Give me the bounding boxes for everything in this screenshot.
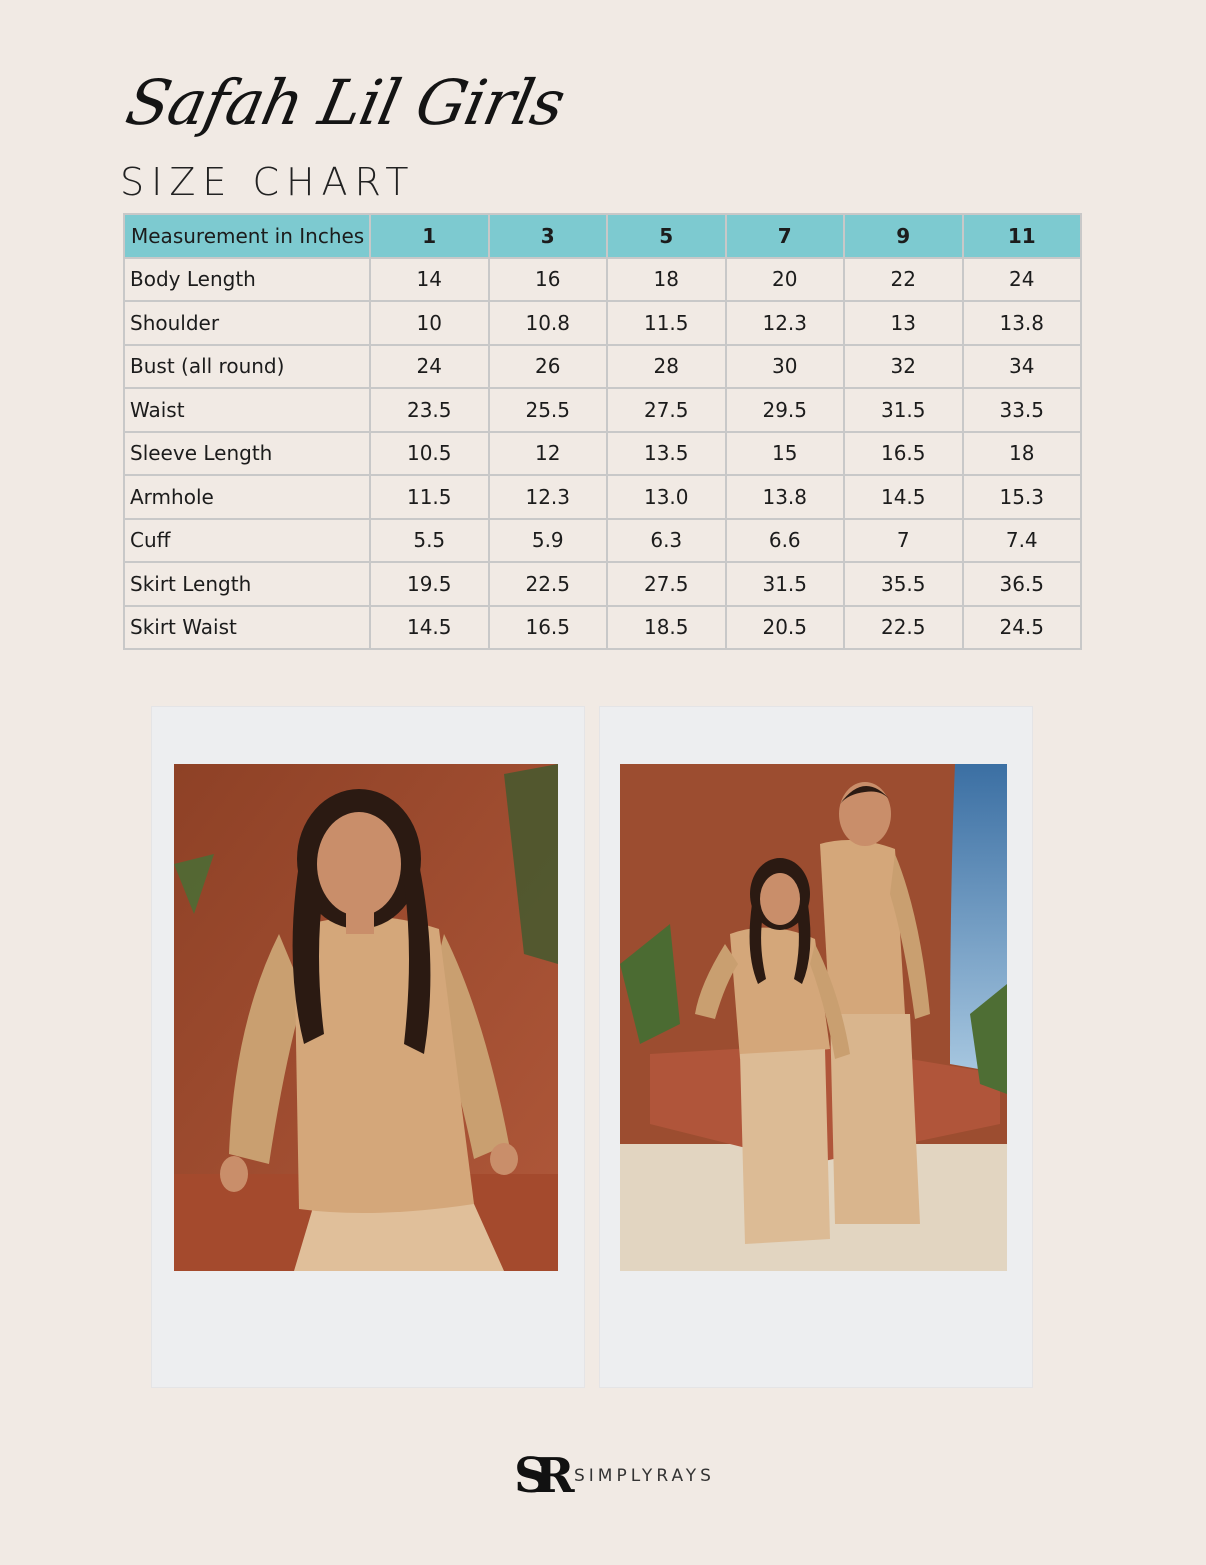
table-header-row xyxy=(124,214,1081,258)
table-cell: 15.3 xyxy=(963,475,1082,519)
table-cell: 14.5 xyxy=(370,606,489,650)
table-cell: 5.9 xyxy=(489,519,608,563)
collection-title: Safah Lil Girls xyxy=(120,66,571,139)
table-row xyxy=(124,301,1081,345)
table-cell: 18 xyxy=(963,432,1082,476)
table-cell: 12.3 xyxy=(726,301,845,345)
table-row xyxy=(124,258,1081,302)
table-cell: 36.5 xyxy=(963,562,1082,606)
table-cell: 20 xyxy=(726,258,845,302)
table-cell: 16.5 xyxy=(489,606,608,650)
table-cell: 29.5 xyxy=(726,388,845,432)
table-cell: 10.5 xyxy=(370,432,489,476)
table-cell: 10.8 xyxy=(489,301,608,345)
girl-photo-illustration xyxy=(174,764,558,1271)
table-cell: 24.5 xyxy=(963,606,1082,650)
table-cell: 7.4 xyxy=(963,519,1082,563)
row-label: Cuff xyxy=(124,519,370,563)
table-cell: 31.5 xyxy=(726,562,845,606)
table-cell: 11.5 xyxy=(370,475,489,519)
table-cell: 35.5 xyxy=(844,562,963,606)
table-cell: 15 xyxy=(726,432,845,476)
size-header-9: 9 xyxy=(844,214,963,258)
table-cell: 13.0 xyxy=(607,475,726,519)
table-cell: 11.5 xyxy=(607,301,726,345)
table-cell: 18 xyxy=(607,258,726,302)
table-cell: 16 xyxy=(489,258,608,302)
row-label: Armhole xyxy=(124,475,370,519)
row-label: Bust (all round) xyxy=(124,345,370,389)
table-row xyxy=(124,562,1081,606)
table-row xyxy=(124,606,1081,650)
table-cell: 14.5 xyxy=(844,475,963,519)
table-cell: 6.3 xyxy=(607,519,726,563)
table-cell: 7 xyxy=(844,519,963,563)
photo-frame-right xyxy=(600,707,1032,1387)
table-cell: 23.5 xyxy=(370,388,489,432)
size-header-3: 3 xyxy=(489,214,608,258)
table-cell: 19.5 xyxy=(370,562,489,606)
table-cell: 13.5 xyxy=(607,432,726,476)
table-cell: 13.8 xyxy=(726,475,845,519)
table-cell: 10 xyxy=(370,301,489,345)
brand-logo xyxy=(514,1448,715,1504)
table-row xyxy=(124,388,1081,432)
mother-daughter-photo xyxy=(620,764,1007,1271)
table-cell: 6.6 xyxy=(726,519,845,563)
table-cell: 18.5 xyxy=(607,606,726,650)
row-label: Skirt Waist xyxy=(124,606,370,650)
row-label: Waist xyxy=(124,388,370,432)
table-cell: 22.5 xyxy=(844,606,963,650)
row-label: Shoulder xyxy=(124,301,370,345)
table-cell: 22 xyxy=(844,258,963,302)
brand-monogram: SR xyxy=(514,1448,561,1504)
table-cell: 32 xyxy=(844,345,963,389)
corner-header: Measurement in Inches xyxy=(124,214,370,258)
table-cell: 34 xyxy=(963,345,1082,389)
brand-name: SIMPLYRAYS xyxy=(574,1466,715,1486)
table-cell: 27.5 xyxy=(607,388,726,432)
mother-daughter-illustration xyxy=(620,764,1007,1271)
row-label: Body Length xyxy=(124,258,370,302)
table-cell: 30 xyxy=(726,345,845,389)
size-header-11: 11 xyxy=(963,214,1082,258)
photo-frame-left xyxy=(152,707,584,1387)
row-label: Sleeve Length xyxy=(124,432,370,476)
table-cell: 5.5 xyxy=(370,519,489,563)
table-cell: 24 xyxy=(963,258,1082,302)
page-subtitle: SIZE CHART xyxy=(120,160,416,204)
size-header-1: 1 xyxy=(370,214,489,258)
table-cell: 16.5 xyxy=(844,432,963,476)
size-header-7: 7 xyxy=(726,214,845,258)
table-row xyxy=(124,475,1081,519)
table-cell: 22.5 xyxy=(489,562,608,606)
table-cell: 33.5 xyxy=(963,388,1082,432)
table-cell: 12 xyxy=(489,432,608,476)
table-cell: 26 xyxy=(489,345,608,389)
table-row xyxy=(124,519,1081,563)
table-cell: 20.5 xyxy=(726,606,845,650)
table-cell: 27.5 xyxy=(607,562,726,606)
table-row xyxy=(124,432,1081,476)
table-cell: 13 xyxy=(844,301,963,345)
table-cell: 14 xyxy=(370,258,489,302)
girl-photo xyxy=(174,764,558,1271)
table-body xyxy=(124,258,1081,650)
table-cell: 28 xyxy=(607,345,726,389)
size-chart-table xyxy=(123,213,1082,650)
table-cell: 24 xyxy=(370,345,489,389)
row-label: Skirt Length xyxy=(124,562,370,606)
table-cell: 25.5 xyxy=(489,388,608,432)
table-cell: 13.8 xyxy=(963,301,1082,345)
size-header-5: 5 xyxy=(607,214,726,258)
table-cell: 31.5 xyxy=(844,388,963,432)
table-cell: 12.3 xyxy=(489,475,608,519)
table-row xyxy=(124,345,1081,389)
